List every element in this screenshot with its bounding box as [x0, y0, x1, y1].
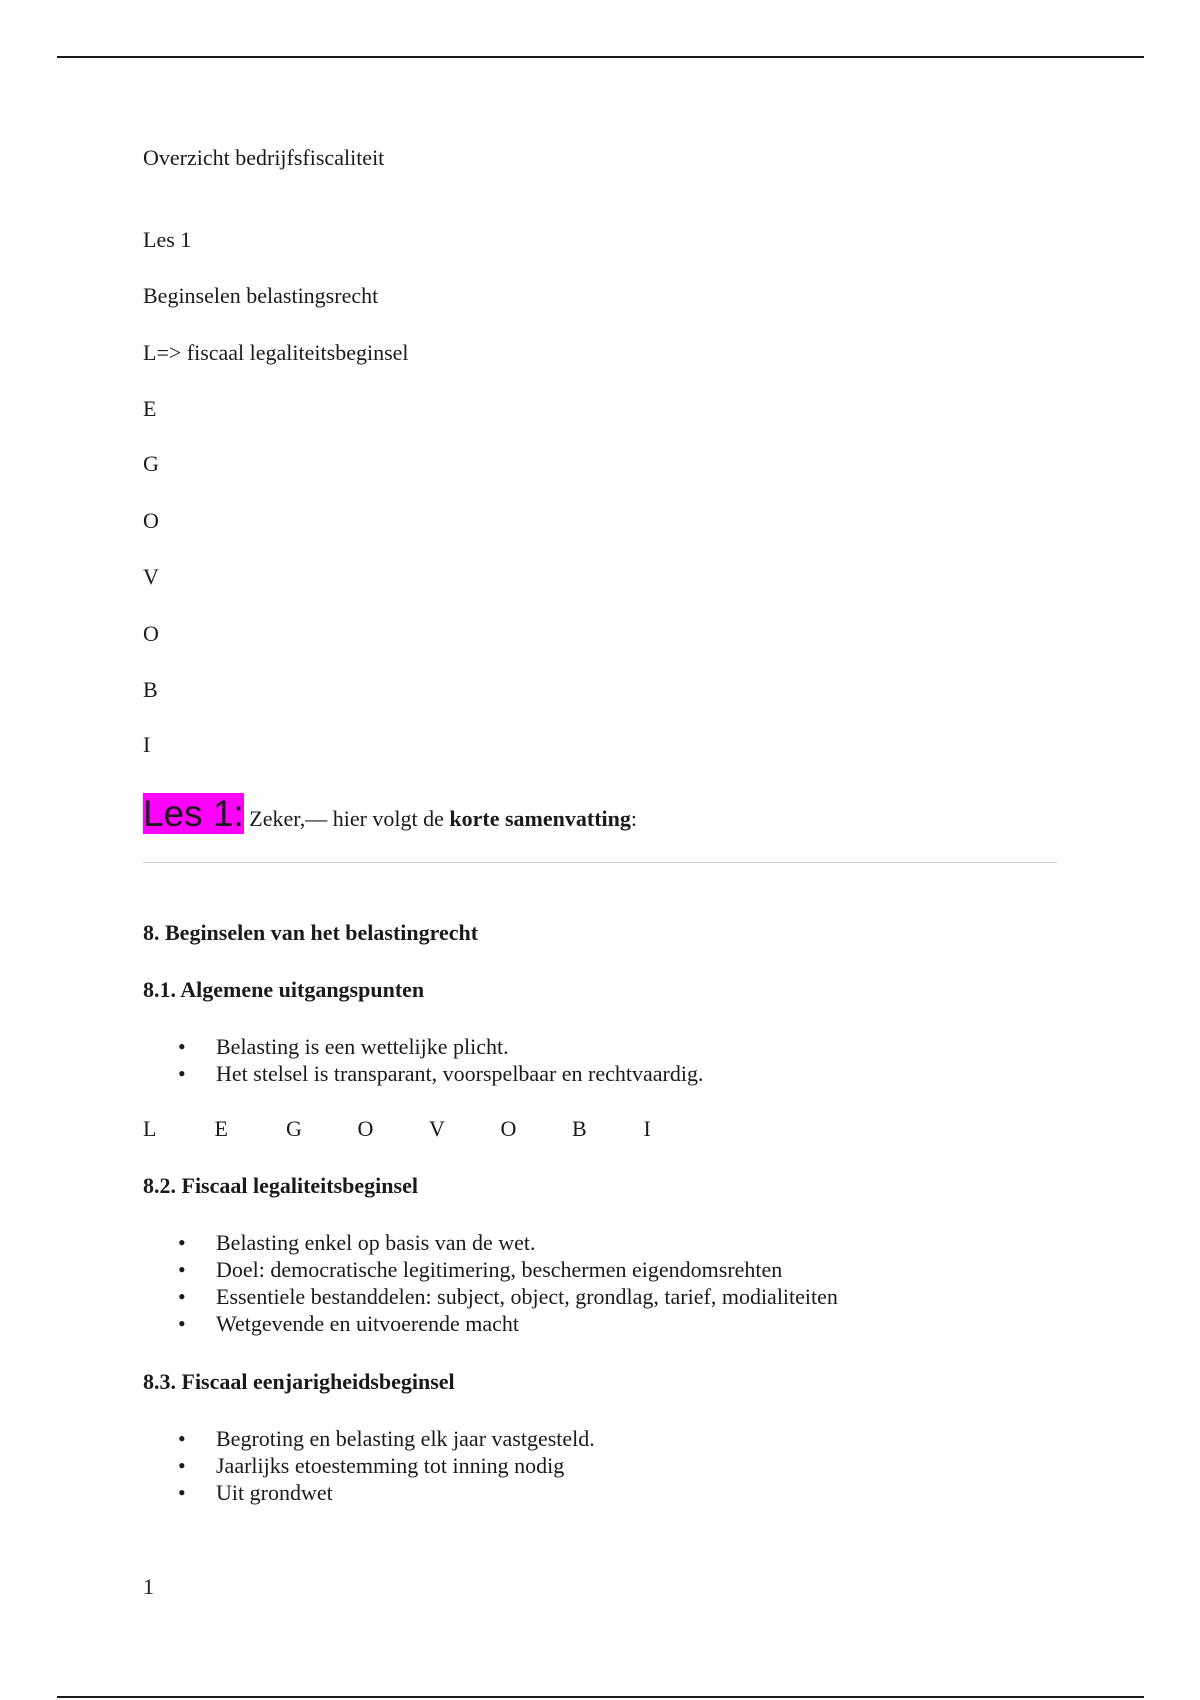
acrostic-letter: G	[143, 451, 159, 476]
legovobi-letter: E	[214, 1116, 228, 1141]
legovobi-letter: I	[643, 1116, 651, 1141]
acrostic-letter: I	[143, 732, 151, 757]
acrostic-letter: O	[143, 621, 159, 646]
list-item: • Belasting enkel op basis van de wet.	[143, 1229, 838, 1256]
summary-intro	[143, 791, 637, 842]
summary-intro-end: :	[630, 806, 638, 831]
legovobi-letter: G	[286, 1116, 302, 1141]
acrostic-letter: V	[143, 564, 159, 589]
legovobi-row	[143, 1115, 715, 1143]
bullet-list	[143, 1425, 595, 1506]
header-rule	[57, 56, 1144, 58]
list-item: • Jaarlijks etoestemming tot inning nodig	[143, 1452, 595, 1479]
list-item: • Essentiele bestanddelen: subject, object, grondlag, tarief, modialiteiten	[143, 1283, 838, 1310]
acrostic-letter: B	[143, 677, 158, 702]
subsection-heading: 8.2. Fiscaal legaliteitsbeginsel	[143, 1173, 418, 1198]
bullet-list	[143, 1033, 703, 1087]
footer-rule	[57, 1696, 1144, 1698]
list-item: • Doel: democratische legitimering, beschermen eigendomsrehten	[143, 1256, 838, 1283]
legovobi-letter: B	[572, 1116, 587, 1141]
legovobi-letter: O	[500, 1116, 517, 1141]
summary-intro-bold: korte samenvatting	[449, 806, 631, 831]
list-item: • Wetgevende en uitvoerende macht	[143, 1310, 838, 1337]
list-item: • Belasting is een wettelijke plicht.	[143, 1033, 703, 1060]
list-item: • Het stelsel is transparant, voorspelbaar en rechtvaardig.	[143, 1060, 703, 1087]
document-title: Overzicht bedrijfsfiscaliteit	[143, 145, 385, 170]
horizontal-divider	[143, 862, 1057, 863]
legovobi-letter: O	[357, 1116, 374, 1141]
section-heading: 8. Beginselen van het belastingrecht	[143, 920, 479, 945]
summary-intro-text: Zeker,— hier volgt de	[243, 806, 450, 831]
list-item: • Uit grondwet	[143, 1479, 595, 1506]
page-number: 1	[143, 1574, 154, 1599]
topic-line: Beginselen belastingsrecht	[143, 283, 379, 308]
acrostic-letter: O	[143, 508, 159, 533]
legovobi-letter: V	[429, 1116, 445, 1141]
bullet-list	[143, 1229, 838, 1337]
highlight-label: Les 1:	[143, 793, 244, 834]
subsection-heading: 8.1. Algemene uitgangspunten	[143, 977, 425, 1002]
lesson-label: Les 1	[143, 227, 192, 252]
list-item: • Begroting en belasting elk jaar vastgesteld.	[143, 1425, 595, 1452]
legaliteit-line: L=> fiscaal legaliteitsbeginsel	[143, 340, 409, 365]
legovobi-letter: L	[143, 1116, 157, 1141]
acrostic-letter: E	[143, 396, 157, 421]
subsection-heading: 8.3. Fiscaal eenjarigheidsbeginsel	[143, 1369, 455, 1394]
